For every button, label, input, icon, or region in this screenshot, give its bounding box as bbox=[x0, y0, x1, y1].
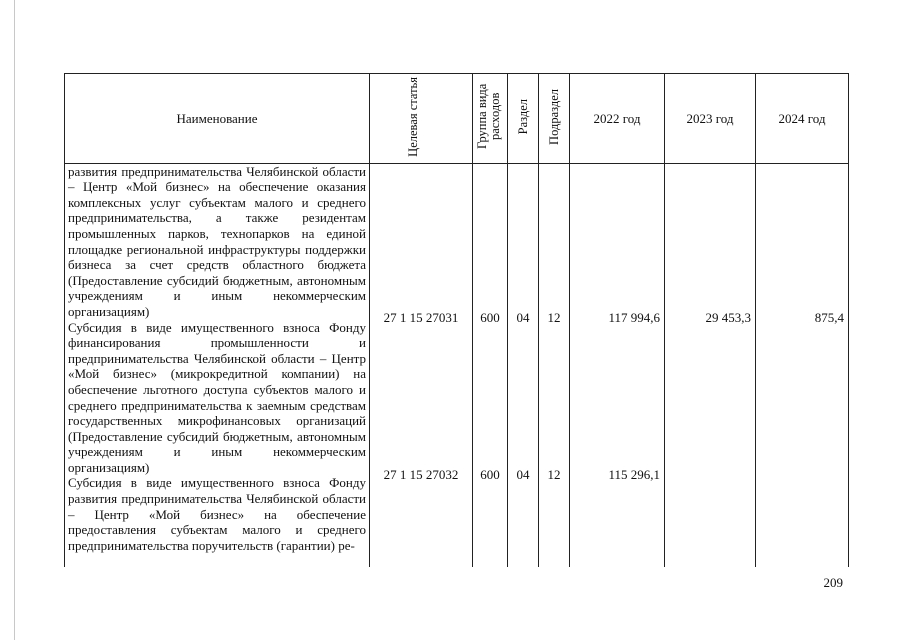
row1-subsection: 12 bbox=[547, 309, 561, 325]
row1-target-article: 27 1 15 27031 bbox=[383, 309, 459, 325]
row1-y2023: 29 453,3 bbox=[705, 309, 751, 325]
header-expense-group bbox=[473, 74, 508, 164]
scan-page-edge bbox=[14, 0, 15, 640]
page-number: 209 bbox=[823, 575, 843, 590]
header-expense-group-label: Группа вида расходов bbox=[475, 83, 502, 150]
table-body-row bbox=[65, 163, 849, 567]
section-column bbox=[508, 163, 539, 567]
header-2024: 2024 год bbox=[756, 74, 849, 164]
header-section bbox=[508, 74, 539, 164]
header-target-article-label: Целевая статья bbox=[406, 76, 420, 157]
row1-y2024: 875,4 bbox=[814, 309, 844, 325]
header-subsection bbox=[539, 74, 570, 164]
y2022-column bbox=[570, 163, 665, 567]
header-target-article bbox=[370, 74, 473, 164]
header-section-label: Раздел bbox=[515, 98, 530, 135]
row2-target-article: 27 1 15 27032 bbox=[383, 466, 459, 482]
row1-section: 04 bbox=[516, 309, 530, 325]
row2-y2022: 115 296,1 bbox=[608, 466, 660, 482]
row1-expense-group: 600 bbox=[480, 309, 500, 325]
row2-section: 04 bbox=[516, 466, 530, 482]
budget-table bbox=[64, 73, 849, 567]
row-name-microcredit-subsidy: Субсидия в виде имущественного взноса Фонду финансирования промышленности и предпринимательства Челябинской области – Центр «Мой бизнес» (микрокредитной компании) на обеспечение льготного доступа субъектов малого и среднего предпринимательства к заемным средствам государственных микрофинансовых организаций (Предоставление субсидий бюджетным, автономным учреждениям и иным некоммерческим организациям) bbox=[68, 319, 366, 475]
row-name-continued: развития предпринимательства Челябинской области – Центр «Мой бизнес» на обеспечение оказания комплексных услуг субъектам малого и среднего предпринимательства, а также резидентам промышленных парков, технопарков на единой площадке региональной инфраструктуры поддержки бизнеса за счет средств областного бюджета (Предоставление субсидий бюджетным, автономным учреждениям и иным некоммерческим организациям) bbox=[68, 163, 366, 319]
row-name-guarantee-subsidy: Субсидия в виде имущественного взноса Фонду развития предпринимательства Челябинской области – Центр «Мой бизнес» на обеспечение предоставления субъектам малого и среднего предпринимательства поручительств (гарантии) ре- bbox=[68, 475, 366, 553]
header-name: Наименование bbox=[65, 74, 370, 164]
expense-group-column bbox=[473, 163, 508, 567]
header-row bbox=[65, 74, 849, 164]
name-column bbox=[65, 163, 370, 567]
row1-y2022: 117 994,6 bbox=[608, 309, 660, 325]
subsection-column bbox=[539, 163, 570, 567]
row2-expense-group: 600 bbox=[480, 466, 500, 482]
row2-subsection: 12 bbox=[547, 466, 561, 482]
header-subsection-label: Подраздел bbox=[546, 88, 561, 145]
y2024-column bbox=[756, 163, 849, 567]
header-2022: 2022 год bbox=[570, 74, 665, 164]
header-2023: 2023 год bbox=[665, 74, 756, 164]
y2023-column bbox=[665, 163, 756, 567]
target-article-column bbox=[370, 163, 473, 567]
